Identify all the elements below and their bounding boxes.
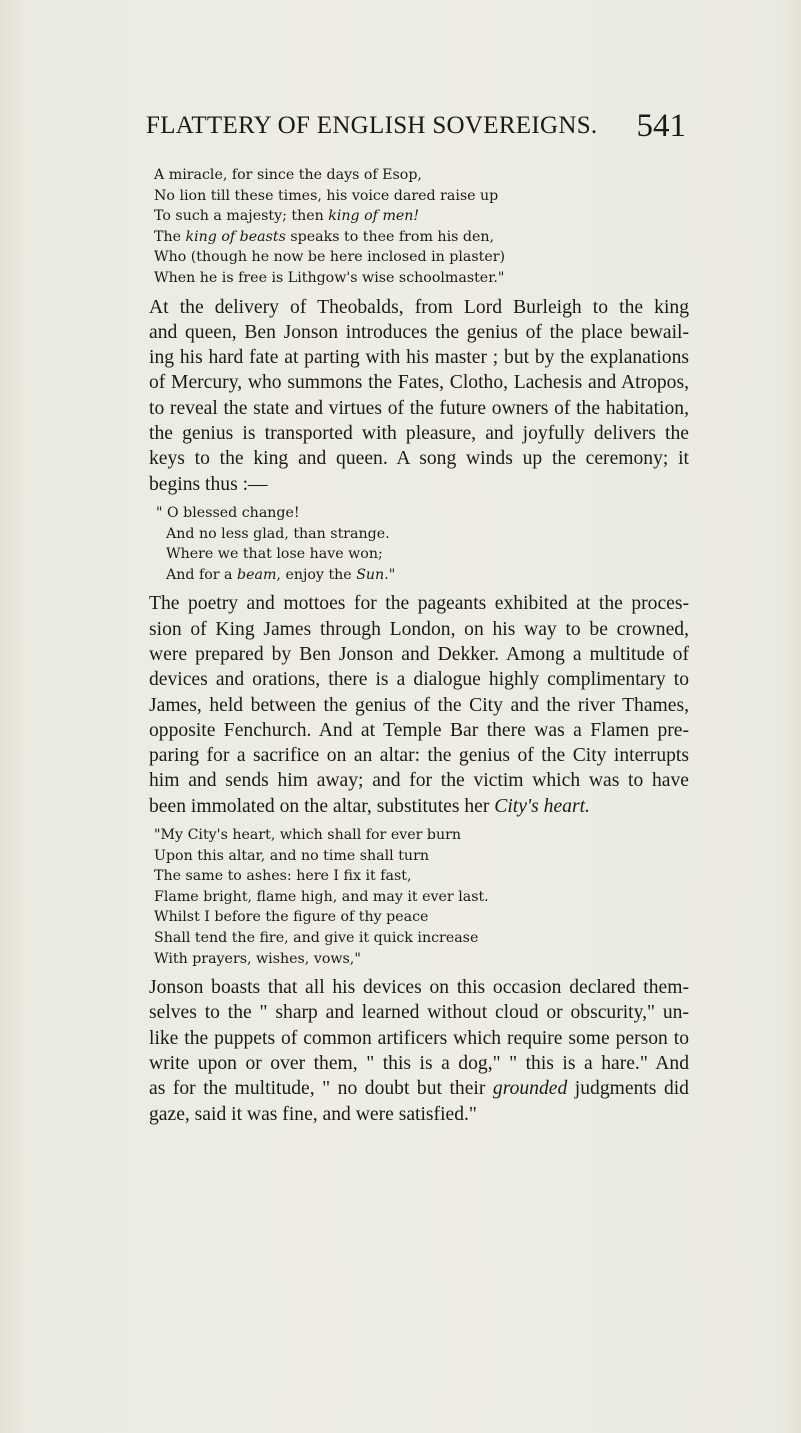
verse-line: The king of beasts speaks to thee from his den, (154, 228, 495, 245)
text-line: to reveal the state and virtues of the future owners of the habitation, (149, 397, 689, 419)
text-line: write upon or over them, " this is a dog," " this is a hare." And (149, 1053, 689, 1075)
text-line: selves to the " sharp and learned without cloud or obscurity," un- (149, 1002, 689, 1024)
text-line: paring for a sacrifice on an altar: the genius of the City interrupts (149, 745, 689, 767)
verse-line: A miracle, for since the days of Esop, (154, 167, 422, 183)
text-line: devices and orations, there is a dialogue highly complimentary to (149, 669, 689, 691)
text-line: been immolated on the altar, substitutes her City's heart. (149, 795, 590, 817)
text-line: keys to the king and queen. A song winds up the ceremony; it (149, 448, 689, 470)
text-line: ing his hard fate at parting with his master ; but by the explanations (149, 347, 689, 369)
paragraph-pageants (149, 591, 689, 819)
text-line: and queen, Ben Jonson introduces the genius of the place bewail- (149, 321, 689, 343)
verse-line: No lion till these times, his voice dared raise up (154, 187, 499, 204)
verse-quotation-city-heart (154, 825, 689, 969)
page-body (149, 165, 689, 1127)
text-line: as for the multitude, " no doubt but their grounded judgments did (149, 1078, 689, 1100)
verse-line: Where we that lose have won; (166, 546, 383, 563)
text-line: gaze, said it was fine, and were satisfied." (149, 1103, 477, 1125)
verse-line: And no less glad, than strange. (166, 525, 390, 542)
verse-quotation-song (156, 503, 689, 585)
verse-line: The same to ashes: here I fix it fast, (154, 868, 412, 885)
verse-line: Who (though he now be here inclosed in plaster) (154, 249, 506, 266)
text-line: the genius is transported with pleasure, and joyfully delivers the (149, 423, 689, 445)
page-header (146, 108, 686, 152)
page-number: 541 (636, 108, 686, 144)
running-title: FLATTERY OF ENGLISH SOVEREIGNS. (146, 112, 598, 139)
verse-line: Whilst I before the figure of thy peace (154, 909, 429, 926)
text-line: James, held between the genius of the City and the river Thames, (149, 694, 689, 716)
text-line: The poetry and mottoes for the pageants exhibited at the proces- (149, 593, 689, 615)
verse-quotation-lion (154, 165, 689, 289)
text-line: him and sends him away; and for the victim which was to have (149, 770, 689, 792)
text-line: were prepared by Ben Jonson and Dekker. Among a multitude of (149, 643, 689, 665)
verse-line: When he is free is Lithgow's wise schoolmaster." (154, 269, 505, 286)
verse-line: " O blessed change! (156, 504, 300, 521)
text-line: At the delivery of Theobalds, from Lord Burleigh to the king (149, 296, 689, 318)
paragraph-devices (149, 975, 689, 1127)
text-line: begins thus :— (149, 473, 268, 495)
verse-line: "My City's heart, which shall for ever burn (154, 826, 462, 843)
verse-line: Shall tend the fire, and give it quick increase (154, 929, 479, 946)
verse-line: Upon this altar, and no time shall turn (154, 847, 429, 864)
paragraph-theobalds (149, 295, 689, 497)
text-line: opposite Fenchurch. And at Temple Bar there was a Flamen pre- (149, 719, 689, 741)
text-line: Jonson boasts that all his devices on this occasion declared them- (149, 977, 689, 999)
text-line: of Mercury, who summons the Fates, Clotho, Lachesis and Atropos, (149, 372, 689, 394)
verse-line: To such a majesty; then king of men! (154, 208, 420, 225)
text-line: sion of King James through London, on his way to be crowned, (149, 618, 689, 640)
verse-line: With prayers, wishes, vows," (154, 950, 361, 967)
verse-line: Flame bright, flame high, and may it ever last. (154, 888, 489, 905)
text-line: like the puppets of common artificers which require some person to (149, 1027, 689, 1049)
verse-line: And for a beam, enjoy the Sun." (166, 566, 396, 583)
